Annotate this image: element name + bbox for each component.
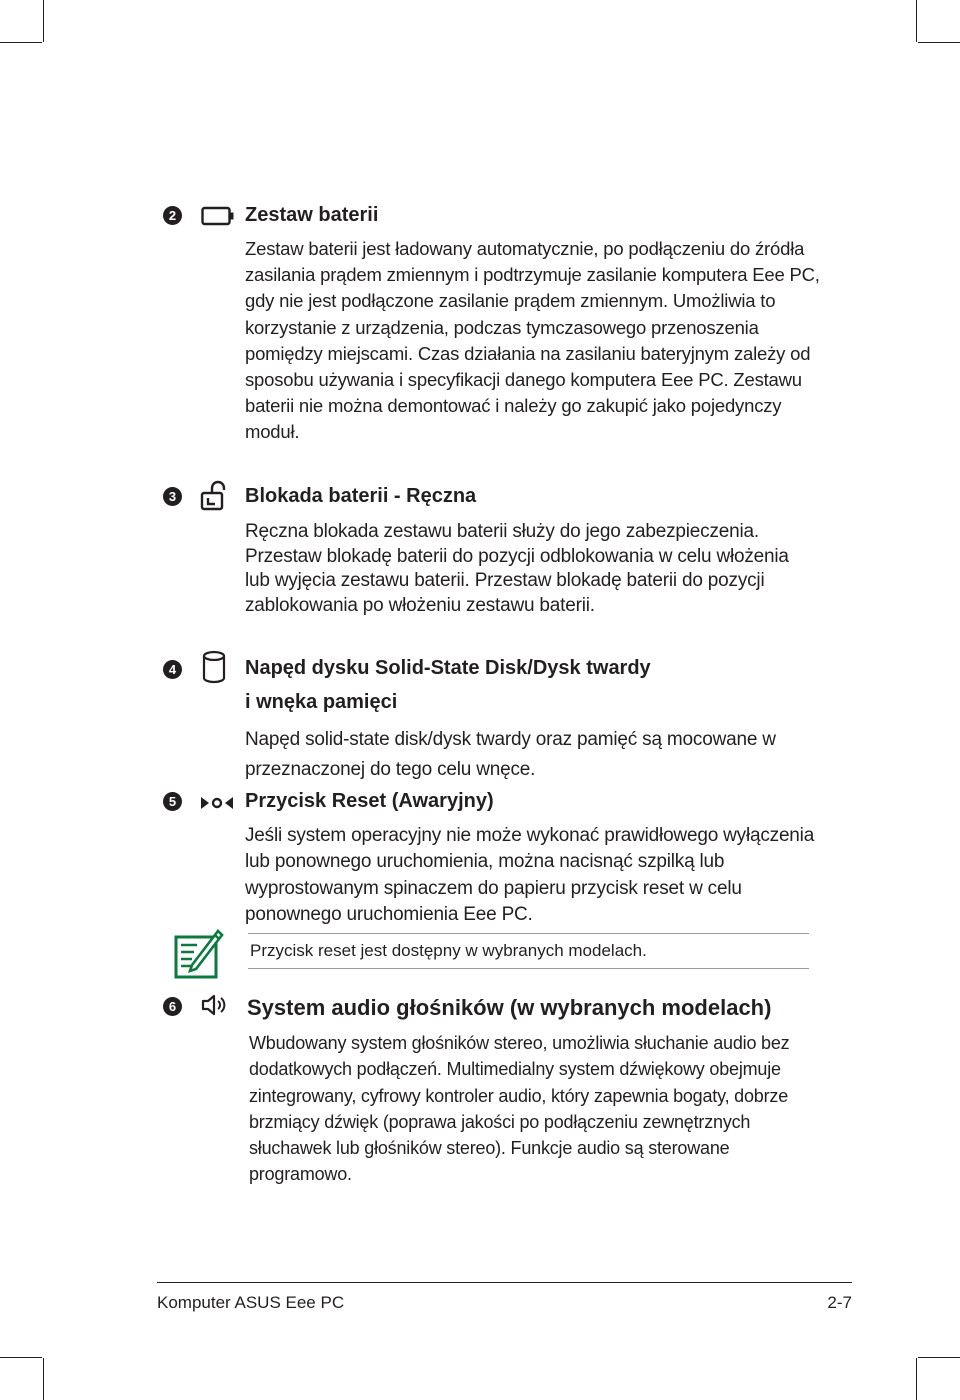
section-text: Ręczna blokada zestawu baterii służy do jego zabezpieczenia. Przestaw blokadę baterii do pozycji odblokowania w celu włożenia lub wyjęcia zestawu baterii. Przestaw blokadę baterii do pozycji zablokowania po włożeniu zestawu baterii. <box>245 521 789 616</box>
section-text: Zestaw baterii jest ładowany automatycznie, po podłączeniu do źródła zasilania prądem zmiennym i podtrzymuje zasilanie komputera Eee PC, gdy nie jest podłączone zasilanie prądem zmiennym. Umożliwia to korzystanie z urządzenia, podczas tymczasowego przenoszenia pomiędzy miejscami. Czas działania na zasilaniu bateryjnym zależy od sposobu używania i specyfikacji danego komputera Eee PC. Zestawu baterii nie można demontować i należy go zakupić jako pojedynczy moduł. <box>245 238 820 443</box>
note-text: Przycisk reset jest dostępny w wybranych modelach. <box>250 941 647 960</box>
footer-divider <box>157 1282 852 1283</box>
note-divider <box>248 933 809 934</box>
unlock-icon <box>200 480 228 512</box>
section-number: 5 <box>163 792 182 811</box>
section-number: 2 <box>163 206 182 225</box>
crop-mark <box>918 42 960 43</box>
section-number: 4 <box>163 660 182 679</box>
crop-mark <box>0 42 42 43</box>
crop-mark <box>43 0 44 42</box>
crop-mark <box>916 1358 917 1400</box>
section-number: 6 <box>163 997 182 1016</box>
section-title: Napęd dysku Solid-State Disk/Dysk twardy <box>245 657 651 679</box>
section-title: Przycisk Reset (Awaryjny) <box>245 790 494 812</box>
footer-title: Komputer ASUS Eee PC <box>157 1293 345 1312</box>
section-text: Wbudowany system głośników stereo, umożliwia słuchanie audio bez dodatkowych podłączeń. Multimedialny system dźwiękowy obejmuje zintegrowany, cyfrowy kontroler audio, który zapewnia bogaty, dobrze brzmiący dźwięk (poprawa jakości po podłączeniu zewnętrznych słuchawek lub głośników stereo). Funkcje audio są sterowane programowo. <box>249 1033 790 1185</box>
section-title: Zestaw baterii <box>245 204 379 226</box>
section-title: i wnęka pamięci <box>245 691 398 713</box>
speaker-icon <box>201 992 227 1018</box>
section-number: 3 <box>163 487 182 506</box>
drive-icon <box>202 650 226 684</box>
battery-icon <box>201 205 235 227</box>
crop-mark <box>43 1358 44 1400</box>
reset-icon <box>200 794 234 812</box>
section-title: Blokada baterii - Ręczna <box>245 485 477 507</box>
crop-mark <box>918 1357 960 1358</box>
note-icon <box>172 925 224 983</box>
crop-mark <box>0 1357 42 1358</box>
section-text: Napęd solid-state disk/dysk twardy oraz pamięć są mocowane w przeznaczonej do tego celu wnęce. <box>245 729 776 780</box>
page-number: 2-7 <box>827 1293 852 1312</box>
section-title: System audio głośników (w wybranych modelach) <box>247 995 772 1020</box>
note-divider <box>248 968 809 969</box>
crop-mark <box>916 0 917 42</box>
section-text: Jeśli system operacyjny nie może wykonać prawidłowego wyłączenia lub ponownego uruchomienia, można nacisnąć szpilką lub wyprostowanym spinaczem do papieru przycisk reset w celu ponownego uruchomienia Eee PC. <box>245 825 815 925</box>
